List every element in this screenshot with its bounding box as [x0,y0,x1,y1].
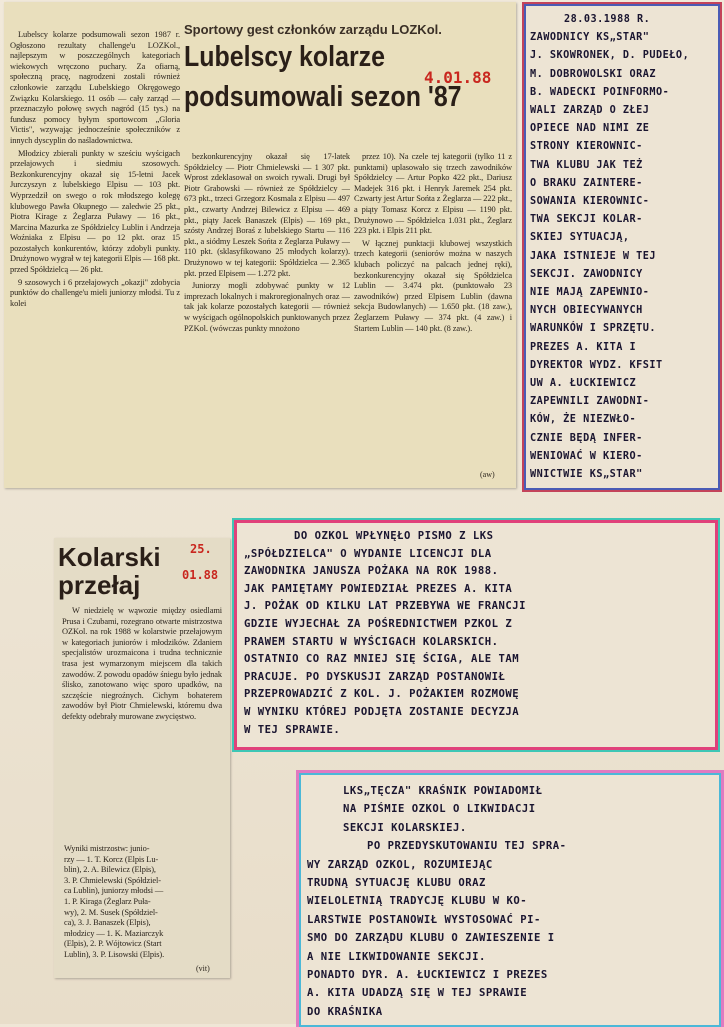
handwritten-date-red: 4.01.88 [424,68,492,87]
note-line: PO PRZEDYSKUTOWANIU TEJ SPRA- [367,840,567,853]
article-paragraph: 9 szosowych i 6 przełajowych „okazji" zdobycia punktów do challenge'u mieli juniorzy młodsi. Tu z kolei [10,277,180,308]
headline-line-1: Lubelscy kolarze [184,41,385,73]
note-line: STRONY KIEROWNIC- [530,141,643,153]
article-paragraph: Lubelscy kolarze podsumowali sezon 1987 r. Ogłoszono rezultaty challenge'u LOZKol., najlepszym w poszczególnych kategoriach wiekowych wręczono puchary. Za ofiarną, społeczną pracę, nagrodzeni zostali również członkowie zarządu Lubelskiego Okręgowego Związku Kolarskiego. 11 osób — cały zarząd — przeznaczyło połowę swych nagród (15 tys.) na fundusz pomocy byłym sportowcom „Gloria Victis", wzywając jednocześnie społeczników z innych dyscyplin do naśladownictwa. [10,30,180,145]
note-line: PRACUJE. PO DYSKUSJI ZARZĄD POSTANOWIŁ [244,670,506,683]
note-line: O BRAKU ZAINTERE- [530,177,643,189]
note-line: W WYNIKU KTÓREJ PODJĘTA ZOSTANIE DECYZJA [244,706,520,718]
note-line: LKS„TĘCZA" KRAŚNIK POWIADOMIŁ [343,785,543,797]
note-line: GDZIE WYJECHAŁ ZA POŚREDNICTWEM PZKOL Z [244,618,513,630]
result-line: młodzicy — 1. K. Maziarczyk [64,928,164,938]
newspaper-clipping-small [54,538,230,978]
article-paragraph: W łącznej punktacji klubowej wszystkich trzech kategorii (seniorów można w naszych klubach policzyć na palcach jednej ręki), bezkonkurencyjny okazał się Spółdzielca Lublin — 3.474 pkt. (punktowało 23 zawodników) przed Elpisem Lublin (dawna sekcja Budowlanych) — 1.650 pkt. (18 zaw.), Żeglarzem Puławy — 374 pkt. (4 zaw.) i Startem Lublin — 140 pkt. (8 zaw.). [354,238,512,333]
small-results [64,844,224,968]
newspaper-clipping-main [4,2,516,488]
handwritten-note-1 [522,2,722,492]
note-line: JAK PAMIĘTAMY POWIEDZIAŁ PREZES A. KITA [244,582,513,595]
small-date-line-1: 25. [190,542,212,556]
note-line: J. POŻAK OD KILKU LAT PRZEBYWA WE FRANCJI [244,600,526,613]
result-line: rzy — 1. T. Korcz (Elpis Lu- [64,854,159,864]
note-line: WALI ZARZĄD O ZŁEJ [530,105,650,116]
result-line: 3. P. Chmielewski (Spółdziel- [64,875,161,885]
note-line: WY ZARZĄD OZKOL, ROZUMIEJĄC [307,858,493,871]
note-line: CZNIE BĘDĄ INFER- [530,432,643,444]
handwritten-note-3 [296,770,724,1027]
article-column-2 [184,152,350,484]
result-line: blin), 2. A. Bilewicz (Elpis), [64,865,156,875]
note-line: ZAPEWNILI ZAWODNI- [530,396,650,408]
note-line: W TEJ SPRAWIE. [244,723,341,736]
handwritten-note-2 [232,518,720,752]
note-line: DO KRAŚNIKA [307,1005,383,1018]
note-line: DO OZKOL WPŁYNĘŁO PISMO Z LKS [294,530,494,542]
note-line: OPIECE NAD NIMI ZE [530,123,650,135]
note-line: JAKA ISTNIEJE W TEJ [530,250,657,262]
result-line: 1. P. Kiraga (Żeglarz Puła- [64,896,151,906]
result-line: (Elpis), 2. P. Wójtowicz (Start [64,939,162,949]
article-paragraph: bezkonkurencyjny okazał się 17-latek Spółdzielcy — Piotr Chmielewski — 1 307 pkt. Wprost zdeklasował on swoich rywali. Drugi był Piotr Grabowski — również ze Spółdzielcy — 673 pkt., trzeci Grzegorz Kosmala z Elpisu — 497 pkt., czwarty Andrzej Bilewicz z Elpisu — 469 pkt., piąty Jacek Banaszek (Elpis) — 169 pkt., szósty Andrzej Boraś z lubelskiego Startu — 116 pkt., a siódmy Leszek Sońta z Żeglarza Puławy — 110 pkt. (sklasyfikowano 25 młodych kolarzy). Drużynowo w tej kategorii: Spółdzielca — 2.365 pkt. przed Elpisem — 1.272 pkt. [184,152,350,278]
small-signature: (vit) [196,964,210,973]
article-signature: (aw) [480,470,495,479]
article-column-1 [10,30,180,484]
note-line: WNICTWIE KS„STAR" [530,469,643,480]
small-title-line-1: Kolarski [58,542,161,572]
result-line: Wyniki mistrzostw: junio- [64,844,150,853]
note-line: TWA KLUBU JAK TEŻ [530,159,643,171]
note-line: PONADTO DYR. A. ŁUCKIEWICZ I PREZES [307,969,548,981]
note-line: SEKCJI KOLARSKIEJ. [343,821,467,834]
result-line: ca), 3. J. Banaszek (Elpis), [64,918,151,928]
note-line: OSTATNIO CO RAZ MNIEJ SIĘ ŚCIGA, ALE TAM [244,653,520,666]
small-title-line-2: przełaj [58,570,141,600]
note-line: TRUDNĄ SYTUACJĘ KLUBU ORAZ [307,877,486,889]
note-line: WARUNKÓW I SPRZĘTU. [530,323,657,335]
result-line: ca Lublin), juniorzy młodsi — [64,886,164,896]
note-line: NIE MAJĄ ZAPEWNIO- [530,287,650,298]
small-article-body: W niedzielę w wąwozie między osiedlami Prusa i Czubami, rozegrano otwarte mistrzostwa OZKol. na rok 1988 w kolarstwie przełajowym w kategoriach juniorów i młodzików. Zdaniem specjalistów urozmaicona i trudna technicznie trasa jest wymarzonym miejscem dla takich zawodów. Z powodu opadów śniegu było jednak ślisko, zanotowano więc sporo upadków, na szczęście niegroźnych. Cichym bohaterem zawodów był Piotr Chmielewski, któremu dwa defekty odebrały murowane zwycięstwo. [62,606,222,721]
result-line: wy), 2. M. Susek (Spółdziel- [64,907,158,917]
note-line: 28.03.1988 R. [564,14,651,25]
headline-line-2: podsumowali sezon '87 [184,81,462,113]
note-line: ZAWODNICY KS„STAR" [530,32,650,44]
note-line: M. DOBROWOLSKI ORAZ [530,68,657,80]
note-line: TWA SEKCJI KOLAR- [530,214,643,226]
article-paragraph: Juniorzy mogli zdobywać punkty w 12 imprezach lokalnych i makroregionalnych oraz — tak jak kolarze pozostałych kategorii — również w wyścigach ogólnopolskich punktowanych przez PZKol. (wówczas punkty mnożono [184,281,350,333]
note-line: WENIOWAĆ W KIERO- [530,450,643,462]
note-line: SKIEJ SYTUACJĄ, [530,232,630,244]
article-paragraph: Młodzicy zbierali punkty w sześciu wyścigach przełajowych i siedmiu szosowych. Bezkonkurencyjny okazał się 15-letni Jacek Jurczyszyn z lubelskiego Elpisu — 103 pkt. Wyprzedził on swego o rok młodszego kolegę klubowego Pawła Okupnego — zaledwie 25 pkt., Piotra Kirage z Żeglarza Puławy — 16 pkt., Marcina Mazurka ze Spółdzielcy Lublin i Andrzeja Woźniaka z Elpisu — po 12 pkt. oraz 15 pozostałych konkurentów, którzy zdobyli punkty. Drużynowo wygrał w tej kategorii Elpis — 168 pkt. przed Spółdzielcą — 26 pkt. [10,148,180,275]
note-line: NYCH OBIECYWANYCH [530,305,643,317]
note-line: A. KITA UDADZĄ SIĘ W TEJ SPRAWIE [307,987,528,1000]
article-paragraph: przez 10). Na czele tej kategorii (tylko 11 z punktami) uplasowało się trzech zawodników Spółdzielcy — Artur Popko 422 pkt., Dariusz Madejek 316 pkt. i Henryk Jaremek 254 pkt. Czwarty jest Artur Sońta z Żeglarza — 222 pkt., a piąty Tomasz Korcz z Elpisu — 1190 pkt. Drużynowo — Spółdzielca 1.031 pkt., Żeglarz 223 pkt. i Elpis 211 pkt. [354,152,512,236]
note-line: LARSTWIE POSTANOWIŁ WYSTOSOWAĆ PI- [307,913,541,926]
note-line: PREZES A. KITA I [530,341,637,353]
note-line: UW A. ŁUCKIEWICZ [530,378,637,389]
note-line: „SPÓŁDZIELCA" O WYDANIE LICENCJI DLA [244,547,492,560]
note-line: J. SKOWRONEK, D. PUDEŁO, [530,50,690,62]
note-line: WIELOLETNIĄ TRADYCJĘ KLUBU W KO- [307,895,528,908]
note-line: SOWANIA KIEROWNIC- [530,196,650,207]
article-column-3 [354,152,512,470]
note-line: SEKCJI. ZAWODNICY [530,268,643,280]
note-line: PRZEPROWADZIĆ Z KOL. J. POŻAKIEM ROZMOWĘ [244,688,520,701]
note-line: A NIE LIKWIDOWANIE SEKCJI. [307,950,486,963]
note-line: DYREKTOR WYDZ. KFSIT [530,359,663,371]
note-line: ZAWODNIKA JANUSZA POŻAKA NA ROK 1988. [244,565,499,578]
result-line: Lublin), 3. P. Lisowski (Elpis). [64,949,165,959]
note-line: SMO DO ZARZĄDU KLUBU O ZAWIESZENIE I [307,932,555,945]
note-line: PRAWEM STARTU W WYŚCIGACH KOLARSKICH. [244,635,499,648]
article-kicker: Sportowy gest członków zarządu LOZKol. [184,22,442,37]
note-line: NA PIŚMIE OZKOL O LIKWIDACJI [343,803,536,816]
note-line: B. WADECKI POINFORMO- [530,86,670,98]
small-date-line-2: 01.88 [182,568,219,582]
note-line: KÓW, ŻE NIEZWŁO- [530,414,637,426]
